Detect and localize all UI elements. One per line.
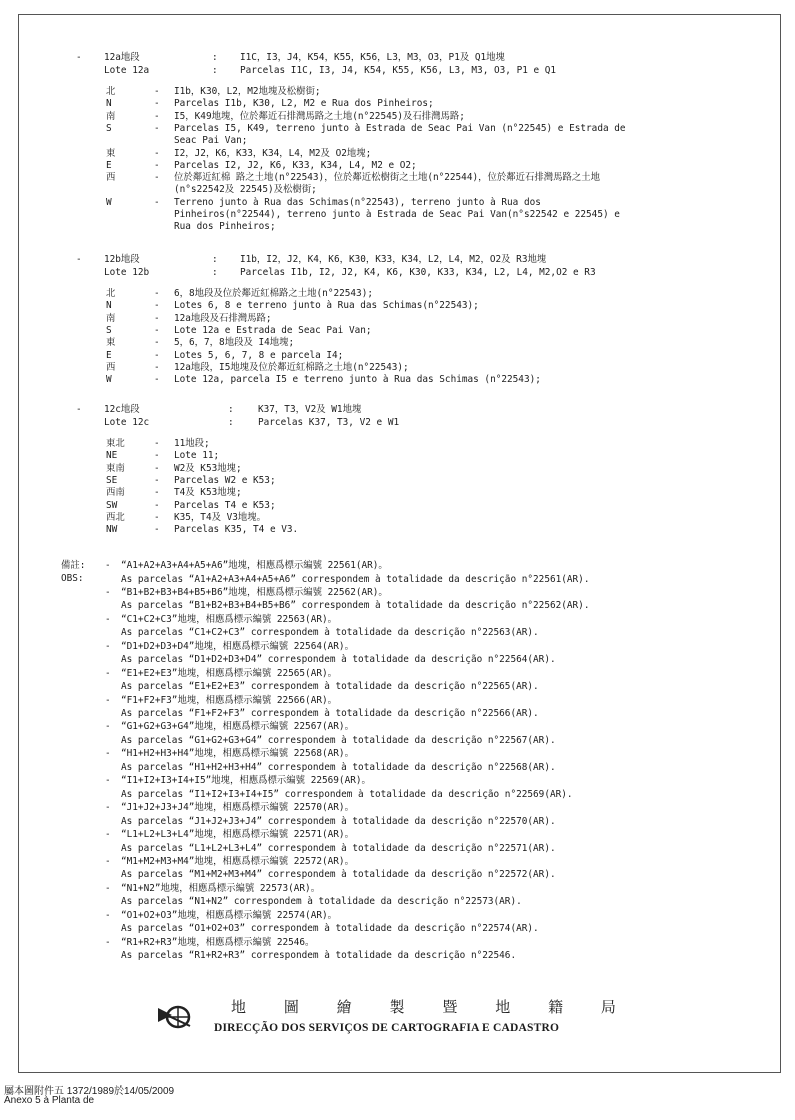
boundary-direction: 西南 (106, 487, 125, 499)
bullet-dash: - (105, 802, 111, 814)
colon: : (228, 417, 234, 428)
obs-item-cn: “D1+D2+D3+D4”地塊，相應爲標示編號 22564(AR)。 (121, 640, 354, 652)
obs-item-pt: As parcelas “E1+E2+E3” correspondem à totalidade da descrição n°22565(AR). (121, 681, 539, 693)
colon: : (212, 267, 218, 278)
boundary-text: T4及 K53地塊; (174, 487, 242, 499)
cartography-emblem-icon (156, 1000, 196, 1034)
boundary-text: 位於鄰近紅棉 路之土地(n°22543)，位於鄰近松樹街之土地(n°22544)，位於鄰近石排灣馬路之土地 (174, 172, 600, 184)
bullet-dash: - (154, 349, 160, 361)
bullet-dash: - (154, 374, 160, 386)
logo-char: 地 (231, 998, 247, 1016)
boundary-direction: 西 (106, 361, 116, 373)
boundary-direction: 南 (106, 312, 116, 324)
boundary-direction: W (106, 374, 112, 386)
colon: : (212, 65, 218, 76)
boundary-direction: 東南 (106, 462, 125, 474)
lot-header-pt: Lote 12c (104, 417, 150, 428)
boundary-text: Lote 11; (174, 450, 220, 462)
bullet-dash: - (105, 694, 111, 706)
obs-item-cn: “B1+B2+B3+B4+B5+B6”地塊，相應爲標示編號 22562(AR)。 (121, 586, 388, 598)
obs-item-pt: As parcelas “I1+I2+I3+I4+I5” correspondem à totalidade da descrição n°22569(AR). (121, 788, 573, 800)
obs-item-pt: As parcelas “H1+H2+H3+H4” correspondem à totalidade da descrição n°22568(AR). (121, 761, 556, 773)
boundary-direction: E (106, 349, 112, 361)
obs-item-pt: As parcelas “G1+G2+G3+G4” correspondem à totalidade da descrição n°22567(AR). (121, 734, 556, 746)
colon: : (212, 52, 218, 63)
logo-char: 暨 (442, 998, 458, 1016)
boundary-direction: 東 (106, 337, 116, 349)
lot-parcels-cn: I1b，I2，J2，K4，K6，K30，K33，K34，L2，L4，M2，O2及 R3地塊 (240, 254, 547, 265)
boundary-text: I2，J2，K6，K33，K34，L4，M2及 O2地塊; (174, 147, 372, 159)
bullet-dash: - (105, 560, 111, 571)
boundary-text: Lote 12a, parcela I5 e terreno junto à Rua das Schimas (n°22543); (174, 374, 541, 386)
bullet-dash: - (154, 196, 160, 208)
boundary-direction: SE (106, 474, 118, 486)
bullet-dash: - (105, 586, 111, 598)
bullet-dash: - (154, 172, 160, 184)
obs-item-cn: “I1+I2+I3+I4+I5”地塊，相應爲標示編號 22569(AR)。 (121, 775, 371, 787)
bullet-dash: - (154, 312, 160, 324)
obs-label-cn: 備註: (61, 560, 86, 571)
lot-parcels-pt: Parcelas I1b, I2, J2, K4, K6, K30, K33, K34, L2, L4, M2,O2 e R3 (240, 267, 596, 278)
lot-parcels-cn: I1C，I3，J4，K54，K55，K56，L3，M3，O3，P1及 Q1地塊 (240, 52, 505, 63)
boundary-direction: 北 (106, 288, 116, 299)
boundary-text: I5，K49地塊，位於鄰近石排灣馬路之土地(n°22545)及石排灣馬路; (174, 110, 465, 122)
boundary-text: 6，8地段及位於鄰近紅棉路之土地(n°22543); (174, 288, 373, 299)
obs-item-cn: “L1+L2+L3+L4”地塊，相應爲標示編號 22571(AR)。 (121, 829, 354, 840)
boundary-direction: 東北 (106, 438, 125, 449)
obs-item-cn: “H1+H2+H3+H4”地塊，相應爲標示編號 22568(AR)。 (121, 748, 354, 760)
obs-item-cn: “N1+N2”地塊，相應爲標示編號 22573(AR)。 (121, 882, 321, 894)
lot-parcels-cn: K37，T3，V2及 W1地塊 (258, 404, 362, 415)
logo-char: 圖 (283, 998, 299, 1016)
bullet-dash: - (154, 288, 160, 299)
bullet-dash: - (154, 122, 160, 134)
bullet-dash: - (154, 337, 160, 349)
bullet-dash: - (76, 52, 82, 63)
lot-header-cn: 12c地段 (104, 404, 140, 415)
obs-item-cn: “M1+M2+M3+M4”地塊，相應爲標示編號 22572(AR)。 (121, 855, 354, 867)
obs-item-pt: As parcelas “O1+O2+O3” correspondem à totalidade da descrição n°22574(AR). (121, 923, 539, 935)
bullet-dash: - (154, 462, 160, 474)
boundary-text: Lote 12a e Estrada de Seac Pai Van; (174, 324, 372, 336)
bullet-dash: - (154, 86, 160, 97)
boundary-text: K35，T4及 V3地塊。 (174, 511, 267, 523)
obs-item-pt: As parcelas “A1+A2+A3+A4+A5+A6” correspondem à totalidade da descrição n°22561(AR). (121, 573, 590, 585)
boundary-text: Terreno junto à Rua das Schimas(n°22543), terreno junto à Rua dos (174, 196, 541, 208)
bullet-dash: - (154, 300, 160, 312)
boundary-direction: S (106, 324, 112, 336)
obs-item-cn: “F1+F2+F3”地塊，相應爲標示編號 22566(AR)。 (121, 694, 338, 706)
bullet-dash: - (154, 524, 160, 536)
bullet-dash: - (105, 613, 111, 625)
obs-item-cn: “A1+A2+A3+A4+A5+A6”地塊，相應爲標示編號 22561(AR)。 (121, 560, 388, 571)
lot-header-pt: Lote 12b (104, 267, 150, 278)
obs-item-cn: “O1+O2+O3”地塊，相應爲標示編號 22574(AR)。 (121, 909, 338, 921)
boundary-direction: N (106, 300, 112, 312)
bullet-dash: - (105, 829, 111, 840)
boundary-direction: 北 (106, 86, 116, 97)
boundary-direction: S (106, 122, 112, 134)
bullet-dash: - (154, 159, 160, 171)
obs-label-pt: OBS: (61, 573, 84, 584)
obs-item-pt: As parcelas “F1+F2+F3” correspondem à totalidade da descrição n°22566(AR). (121, 708, 539, 719)
bullet-dash: - (154, 438, 160, 449)
boundary-text: Parcelas I2, J2, K6, K33, K34, L4, M2 e O2; (174, 159, 417, 171)
logo-char: 地 (495, 998, 511, 1016)
boundary-text: 12a地段，I5地塊及位於鄰近紅棉路之土地(n°22543); (174, 361, 409, 373)
logo-char: 製 (389, 998, 405, 1016)
boundary-direction: 西 (106, 172, 116, 184)
bullet-dash: - (105, 640, 111, 652)
boundary-direction: SW (106, 499, 118, 511)
boundary-text: Parcelas I5, K49, terreno junto à Estrada de Seac Pai Van (n°22545) e Estrada de (174, 122, 626, 134)
obs-item-cn: “R1+R2+R3”地塊，相應爲標示編號 22546。 (121, 936, 315, 948)
logo-char: 繪 (336, 998, 352, 1016)
bullet-dash: - (105, 909, 111, 921)
bullet-dash: - (76, 404, 82, 415)
logo-char: 局 (600, 998, 616, 1016)
lot-parcels-pt: Parcelas K37, T3, V2 e W1 (258, 417, 400, 428)
boundary-direction: 西北 (106, 511, 125, 523)
boundary-text: Parcelas K35, T4 e V3. (174, 524, 299, 536)
obs-item-pt: As parcelas “J1+J2+J3+J4” correspondem à totalidade da descrição n°22570(AR). (121, 815, 556, 827)
bullet-dash: - (154, 474, 160, 486)
boundary-text: Parcelas W2 e K53; (174, 474, 276, 486)
bullet-dash: - (105, 748, 111, 760)
bullet-dash: - (105, 721, 111, 733)
boundary-text: Lotes 5, 6, 7, 8 e parcela I4; (174, 349, 344, 361)
boundary-text: 12a地段及石排灣馬路; (174, 312, 272, 324)
boundary-text: Seac Pai Van; (174, 135, 248, 147)
boundary-text: Rua dos Pinheiros; (174, 221, 276, 233)
obs-item-cn: “J1+J2+J3+J4”地塊，相應爲標示編號 22570(AR)。 (121, 802, 354, 814)
boundary-direction: N (106, 98, 112, 110)
bullet-dash: - (154, 324, 160, 336)
boundary-direction: E (106, 159, 112, 171)
obs-item-pt: As parcelas “N1+N2” correspondem à totalidade da descrição n°22573(AR). (121, 896, 522, 908)
boundary-text: (n°s22542及 22545)及松樹街; (174, 184, 317, 196)
obs-item-cn: “G1+G2+G3+G4”地塊，相應爲標示編號 22567(AR)。 (121, 721, 354, 733)
bullet-dash: - (154, 499, 160, 511)
footer-annex-cn: 屬本圖附件五 1372/1989於14/05/2009 (4, 1086, 175, 1097)
footer-annex-pt: Anexo 5 à Planta de (4, 1095, 95, 1106)
boundary-text: 5，6，7，8地段及 I4地塊; (174, 337, 295, 349)
colon: : (212, 254, 218, 265)
obs-item-pt: As parcelas “M1+M2+M3+M4” correspondem à totalidade da descrição n°22572(AR). (121, 869, 556, 881)
bullet-dash: - (76, 254, 82, 265)
boundary-text: Pinheiros(n°22544), terreno junto à Estrada de Seac Pai Van(n°s22542 e 22545) e (174, 209, 620, 220)
obs-item-pt: As parcelas “C1+C2+C3” correspondem à totalidade da descrição n°22563(AR). (121, 627, 539, 639)
bullet-dash: - (105, 936, 111, 948)
boundary-text: 11地段; (174, 438, 210, 449)
obs-item-pt: As parcelas “R1+R2+R3” correspondem à totalidade da descrição n°22546. (121, 950, 517, 962)
bullet-dash: - (105, 855, 111, 867)
logo-char: 籍 (548, 998, 564, 1016)
boundary-direction: W (106, 196, 112, 208)
bullet-dash: - (105, 882, 111, 894)
boundary-text: Lotes 6, 8 e terreno junto à Rua das Schimas(n°22543); (174, 300, 479, 312)
boundary-direction: 南 (106, 110, 116, 122)
lot-parcels-pt: Parcelas I1C, I3, J4, K54, K55, K56, L3, M3, O3, P1 e Q1 (240, 65, 557, 76)
obs-item-pt: As parcelas “D1+D2+D3+D4” correspondem à totalidade da descrição n°22564(AR). (121, 654, 556, 666)
bullet-dash: - (154, 361, 160, 373)
lot-header-cn: 12b地段 (104, 254, 140, 265)
lot-header-cn: 12a地段 (104, 52, 140, 63)
lot-header-pt: Lote 12a (104, 65, 150, 76)
boundary-text: Parcelas T4 e K53; (174, 499, 276, 511)
obs-item-pt: As parcelas “B1+B2+B3+B4+B5+B6” correspondem à totalidade da descrição n°22562(AR). (121, 600, 590, 612)
bullet-dash: - (154, 450, 160, 462)
bullet-dash: - (105, 667, 111, 679)
boundary-direction: NE (106, 450, 118, 462)
logo-chinese-title (231, 996, 616, 1017)
boundary-direction: 東 (106, 147, 116, 159)
boundary-direction: NW (106, 524, 118, 536)
bullet-dash: - (154, 487, 160, 499)
colon: : (228, 404, 234, 415)
boundary-text: W2及 K53地塊; (174, 462, 242, 474)
obs-item-pt: As parcelas “L1+L2+L3+L4” correspondem à totalidade da descrição n°22571(AR). (121, 842, 556, 854)
bullet-dash: - (154, 98, 160, 110)
logo-portuguese-title: DIRECÇÃO DOS SERVIÇOS DE CARTOGRAFIA E CADASTRO (214, 1022, 560, 1034)
bullet-dash: - (154, 110, 160, 122)
bullet-dash: - (154, 147, 160, 159)
obs-item-cn: “C1+C2+C3”地塊，相應爲標示編號 22563(AR)。 (121, 613, 338, 625)
bullet-dash: - (105, 775, 111, 787)
boundary-text: I1b，K30，L2，M2地塊及松樹街; (174, 86, 321, 97)
obs-item-cn: “E1+E2+E3”地塊，相應爲標示編號 22565(AR)。 (121, 667, 338, 679)
bullet-dash: - (154, 511, 160, 523)
boundary-text: Parcelas I1b, K30, L2, M2 e Rua dos Pinheiros; (174, 98, 434, 110)
